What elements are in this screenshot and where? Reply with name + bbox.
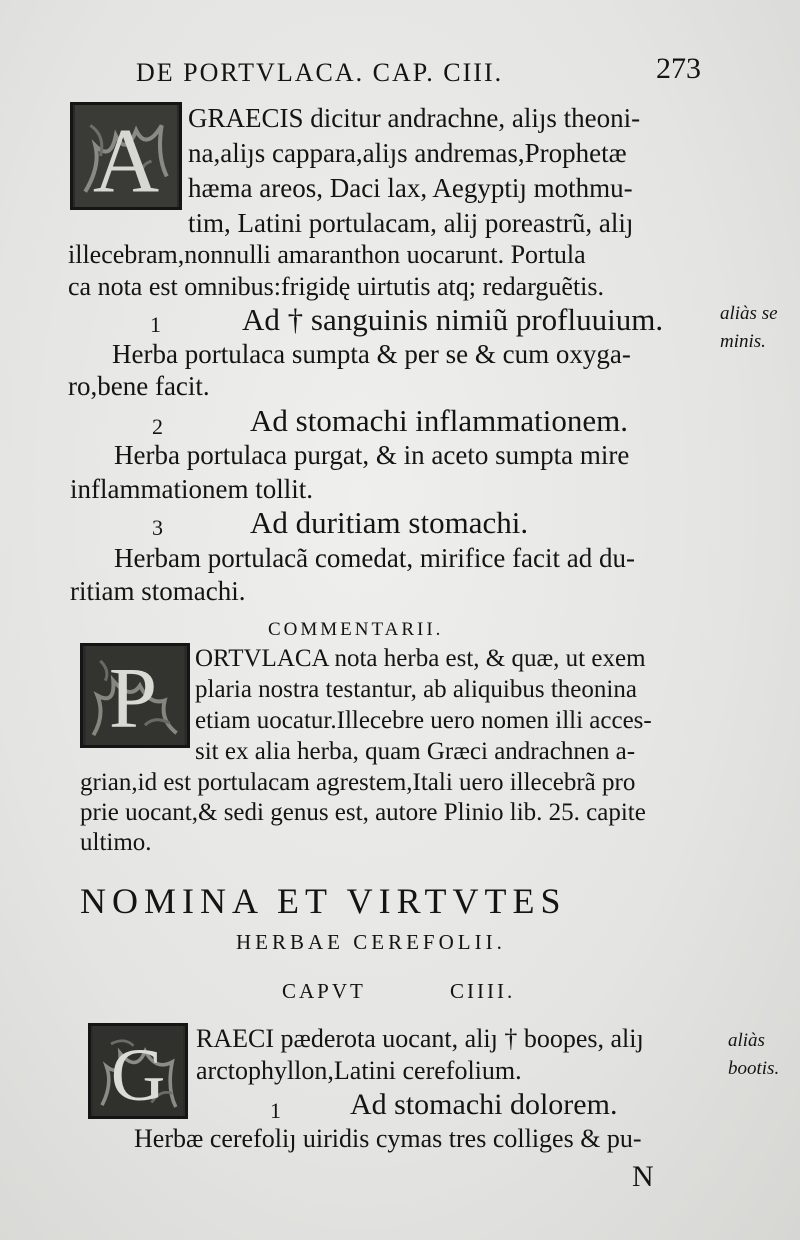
svg-text:P: P xyxy=(108,649,158,745)
caput-label: CAPVT xyxy=(282,979,366,1003)
text-line: illecebram,nonnulli amaranthon uocarunt. Portula xyxy=(68,240,586,269)
remedy-title: Ad † sanguinis nimiũ profluuium. xyxy=(242,302,664,337)
remedy-number: 3 xyxy=(152,515,163,540)
text-line: ORTVLACA nota herba est, & quæ, ut exem xyxy=(195,645,646,672)
page-number: 273 xyxy=(656,52,701,85)
text-line: Herba portulaca sumpta & per se & cum oxyga- xyxy=(112,339,631,369)
text-line: GRAECIS dicitur andrachne, aliȷs theoni- xyxy=(188,103,641,133)
text-line: inflammationem tollit. xyxy=(70,474,313,504)
margin-note: aliàs se xyxy=(720,303,778,324)
remedy-title: Ad stomachi inflammationem. xyxy=(250,403,628,438)
remedy-number: 1 xyxy=(150,312,161,337)
margin-note: aliàs xyxy=(728,1030,765,1051)
running-title: DE PORTVLACA. CAP. CIII. xyxy=(136,58,504,87)
text-line: etiam uocatur.Illecebre uero nomen illi acces- xyxy=(195,707,652,734)
remedy-title: Ad duritiam stomachi. xyxy=(250,505,529,540)
text-line: plaria nostra testantur, ab aliquibus theonina xyxy=(195,676,637,703)
margin-note: minis. xyxy=(720,331,766,352)
text-line: ultimo. xyxy=(80,829,152,856)
decorated-letter-icon xyxy=(83,646,187,745)
decorated-letter-icon xyxy=(73,105,179,207)
margin-note: bootis. xyxy=(728,1058,780,1079)
text-line: tim, Latini portulacam, alij poreastrũ, aliȷ xyxy=(188,208,634,238)
chapter-title: NOMINA ET VIRTVTES xyxy=(80,881,567,921)
text-line: Herbæ cerefoliȷ uiridis cymas tres colliges & pu- xyxy=(134,1124,642,1153)
chapter-subtitle: HERBAE CEREFOLII. xyxy=(236,930,506,954)
text-line: grian,id est portulacam agrestem,Itali uero illecebrã pro xyxy=(80,769,636,796)
text-line: prie uocant,& sedi genus est, autore Plinio lib. 25. capite xyxy=(80,799,646,826)
remedy-number: 1 xyxy=(270,1098,281,1123)
remedy-number: 2 xyxy=(152,414,163,439)
text-line: ritiam stomachi. xyxy=(70,576,246,606)
text-line: sit ex alia herba, quam Græci andrachnen a- xyxy=(195,738,636,765)
text-line: Herbam portulacã comedat, mirifice facit ad du- xyxy=(114,543,636,573)
woodcut-initial-p xyxy=(80,643,190,748)
text-line: ca nota est omnibus:frigidę uirtutis atq; redarguẽtis. xyxy=(68,272,605,301)
section-heading: COMMENTARII. xyxy=(268,619,444,640)
remedy-title: Ad stomachi dolorem. xyxy=(350,1088,618,1121)
woodcut-initial-a xyxy=(70,102,182,210)
svg-text:G: G xyxy=(110,1033,166,1116)
decorated-letter-icon xyxy=(91,1026,185,1116)
caput-number: CIIII. xyxy=(450,979,516,1003)
text-line: na,aliȷs cappara,aliȷs andremas,Prophetæ xyxy=(188,138,627,168)
text-line: RAECI pæderota uocant, aliȷ † boopes, aliȷ xyxy=(196,1024,644,1053)
woodcut-initial-g xyxy=(88,1023,188,1119)
signature-mark: N xyxy=(632,1160,654,1193)
text-line: arctophyllon,Latini cerefolium. xyxy=(196,1056,522,1085)
text-line: ro,bene facit. xyxy=(68,371,210,401)
text-line: Herba portulaca purgat, & in aceto sumpta mire xyxy=(114,440,630,470)
text-line: hæma areos, Daci lax, Aegyptiȷ mothmu- xyxy=(188,173,633,203)
svg-text:A: A xyxy=(92,109,160,207)
